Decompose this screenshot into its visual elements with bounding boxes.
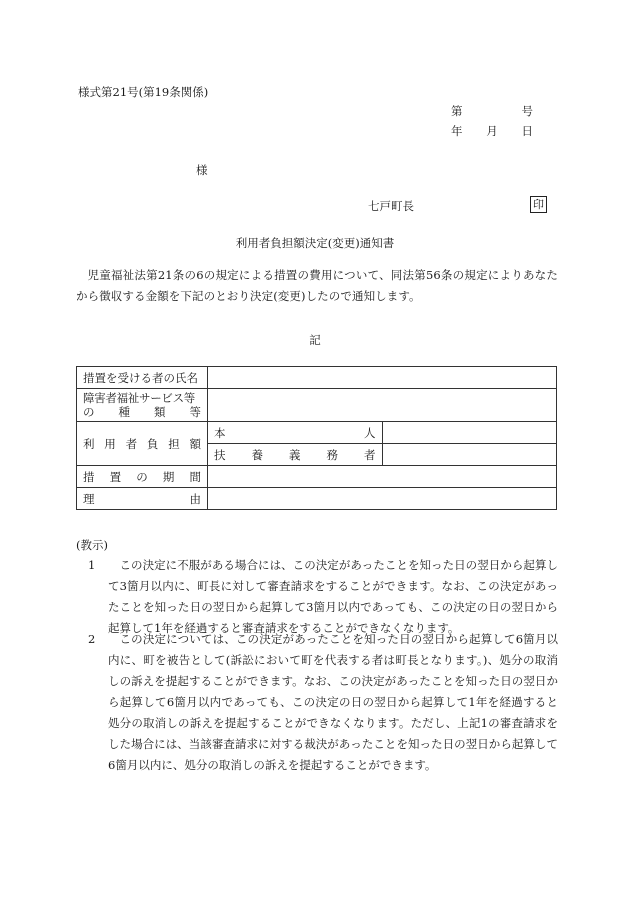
char: 額 — [189, 436, 201, 451]
date-day: 日 — [521, 124, 533, 138]
table-row — [77, 488, 557, 510]
char: 養 — [251, 447, 263, 462]
ki-heading: 記 — [309, 333, 321, 347]
char: 種 — [118, 405, 130, 419]
char: 措 — [83, 469, 95, 484]
char: 負 — [146, 436, 159, 451]
label-person-text — [214, 426, 376, 440]
char: 担 — [168, 436, 180, 451]
seal-stamp-icon: 印 — [530, 196, 547, 213]
label-reason-text — [83, 492, 201, 506]
char: 間 — [189, 469, 201, 484]
document-number-suffix: 号 — [521, 104, 533, 118]
document-number-line — [451, 103, 533, 119]
char: 由 — [189, 491, 201, 506]
addressee-suffix: 様 — [196, 163, 208, 177]
value-reason — [208, 488, 557, 510]
char: 類 — [154, 405, 166, 419]
instruction-item-text: この決定については、この決定があったことを知った日の翌日から起算して6箇月以内に、町を被告として(訴訟において町を代表する者は町長となります。)、処分の取消しの訴えを提起することができます。なお、この決定があったことを知った日の翌日から起算して6箇月以内であっても、この決定の日の翌日から起算して1年を経過すると処分の取消しの訴えを提起することができなくなります。ただし、上記1の審査請求をした場合には、当該審査請求に対する裁決があったことを知った日の翌日から起算して6箇月以内に、処分の取消しの訴えを提起することができます。 — [108, 632, 558, 772]
char: 本 — [214, 425, 226, 440]
instruction-item-1 — [88, 555, 558, 639]
date-year: 年 — [451, 124, 463, 138]
char: の — [83, 405, 95, 419]
decision-table — [76, 366, 557, 510]
date-month: 月 — [486, 124, 498, 138]
table-row — [77, 422, 557, 444]
value-person — [382, 422, 557, 444]
label-burden — [77, 422, 208, 466]
value-guardian — [382, 444, 557, 466]
label-service-line2 — [83, 405, 201, 419]
char: 等 — [189, 405, 201, 419]
label-period-text — [83, 470, 201, 484]
label-guardian-text — [214, 448, 376, 462]
char: 者 — [364, 447, 376, 462]
value-name — [208, 367, 557, 389]
label-service — [77, 389, 208, 422]
document-number-prefix: 第 — [451, 104, 463, 118]
label-guardian — [208, 444, 383, 466]
char: の — [136, 469, 148, 484]
table-row — [77, 389, 557, 422]
instruction-item-number: 1 — [88, 558, 96, 572]
char: 者 — [125, 436, 138, 451]
char: 期 — [162, 469, 175, 484]
table-row — [77, 367, 557, 389]
instruction-item-number: 2 — [88, 632, 96, 646]
char: 人 — [364, 425, 376, 440]
char: 利 — [83, 436, 95, 451]
char: 扶 — [214, 447, 226, 462]
label-period — [77, 466, 208, 488]
form-number: 様式第21号(第19条関係) — [78, 85, 209, 99]
instruction-heading: (教示) — [76, 538, 108, 552]
value-period — [208, 466, 557, 488]
instruction-item-text: この決定に不服がある場合には、この決定があったことを知った日の翌日から起算して3箇月以内に、町長に対して審査請求をすることができます。なお、この決定があったことを知った日の翌日から起算して3箇月以内であっても、この決定の日の翌日から起算して1年を経過すると審査請求をすることができなくなります。 — [108, 558, 558, 635]
instruction-item-2 — [88, 629, 558, 776]
label-burden-text — [83, 437, 201, 451]
value-service — [208, 389, 557, 422]
label-name: 措置を受ける者の氏名 — [77, 367, 208, 389]
body-paragraph: 児童福祉法第21条の6の規定による措置の費用について、同法第56条の規定によりあなたから徴収する金額を下記のとおり決定(変更)したので通知します。 — [76, 268, 558, 303]
label-reason — [77, 488, 208, 510]
char: 理 — [83, 491, 95, 506]
char: 義 — [289, 447, 301, 462]
table-row — [77, 466, 557, 488]
label-person — [208, 422, 383, 444]
issuer-name: 七戸町長 — [368, 199, 414, 213]
document-title: 利用者負担額決定(変更)通知書 — [235, 236, 395, 250]
char: 務 — [326, 447, 338, 462]
label-service-line1: 障害者福祉サービス等 — [83, 391, 195, 405]
char: 用 — [104, 436, 116, 451]
date-line — [451, 123, 533, 139]
char: 置 — [109, 469, 122, 484]
